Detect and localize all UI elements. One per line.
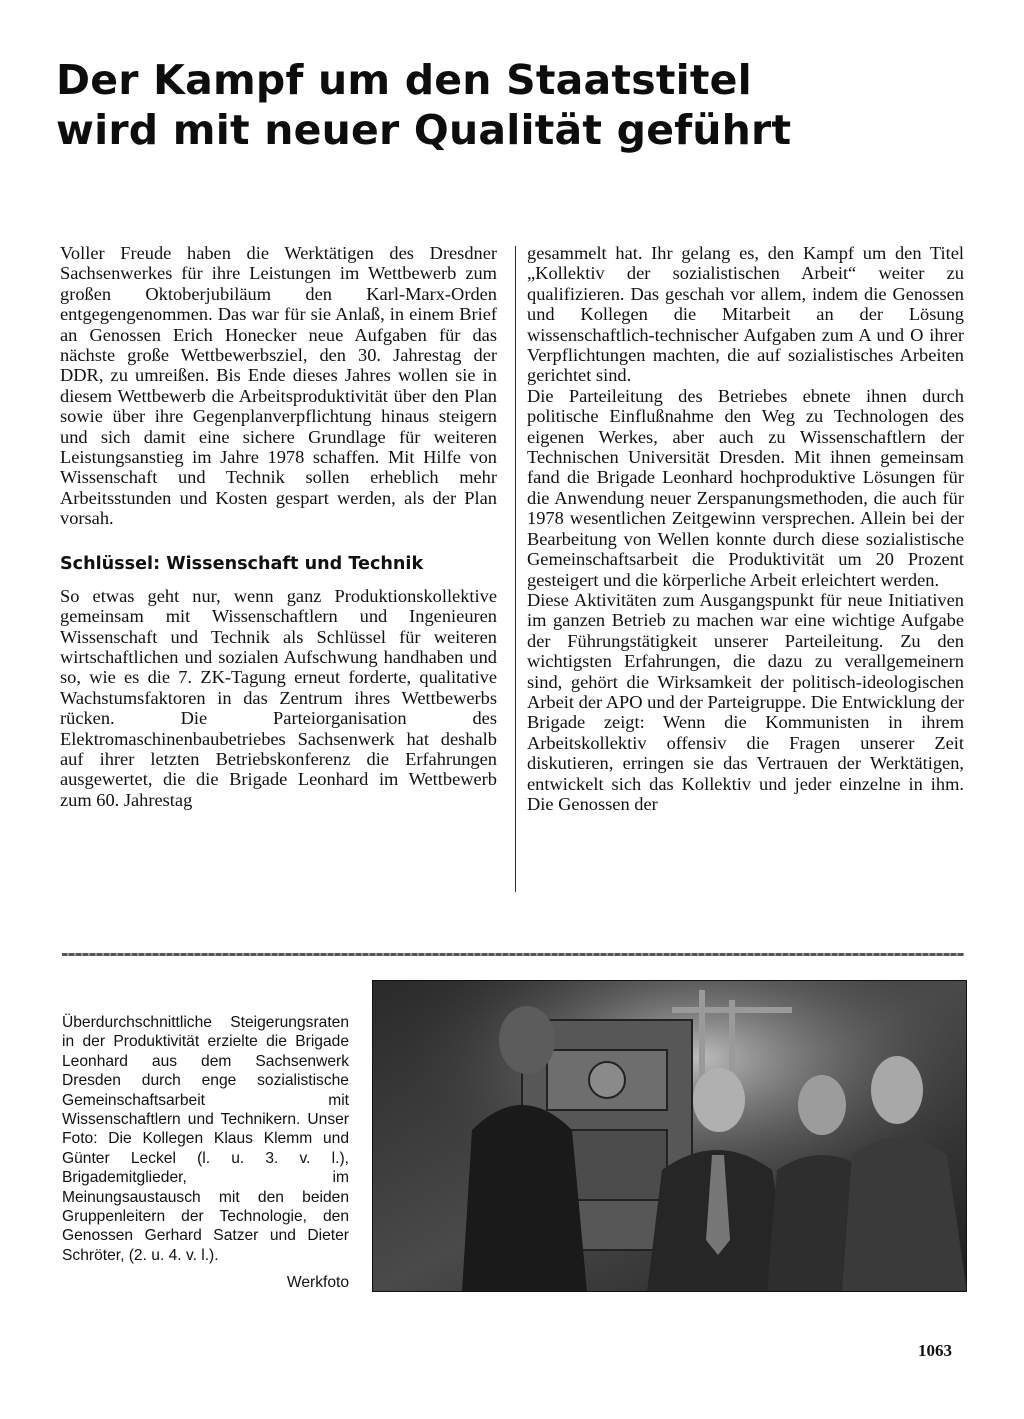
headline-line-2: wird mit neuer Qualität geführt bbox=[56, 106, 792, 154]
column-divider bbox=[515, 246, 516, 892]
right-paragraph-1: gesammelt hat. Ihr gelang es, den Kampf um den Titel „Kollektiv der sozialistischen Arbeit“ weiter zu qualifizieren. Das geschah vor allem, indem die Genossen und Kollegen die Mitarbeit an der Lösung wissenschaftlich-technischer Aufgaben zum A und O ihrer Verpflichtungen machten, die auf sozialistisches Arbeiten gerichtet sind. bbox=[527, 243, 964, 386]
horizontal-rule bbox=[62, 953, 964, 956]
photo-caption bbox=[62, 1013, 349, 1265]
left-text-column bbox=[60, 243, 497, 810]
page-number: 1063 bbox=[918, 1341, 952, 1360]
right-paragraph-2: Die Parteileitung des Betriebes ebnete ihnen durch politische Einflußnahme den Weg zu Technologen des eigenen Werkes, aber auch zu Wissenschaftlern der Technischen Universität Dresden. Mit ihnen gemeinsam fand die Brigade Leonhard hochproduktive Lösungen für die Anwendung neuer Zerspanungsmethoden, die auch für 1978 wesentlichen Zeitgewinn versprechen. Allein bei der Bearbeitung von Wellen konnte durch diese sozialistische Gemeinschaftsarbeit die Produktivität um 20 Prozent gesteigert und die körperliche Arbeit erleichtert werden. bbox=[527, 385, 964, 590]
right-paragraph-3: Diese Aktivitäten zum Ausgangspunkt für neue Initiativen im ganzen Betrieb zu machen war eine wichtige Aufgabe der Führungstätigkeit unserer Parteileitung. Zu den wichtigsten Erfahrungen, die dazu zu verallgemeinern sind, gehört die Wirksamkeit der politisch-ideologischen Arbeit der APO und der Parteigruppe. Die Entwicklung der Brigade zeigt: Wenn die Kommunisten in ihrem Arbeitskollektiv offensiv die Fragen unserer Zeit diskutieren, erringen sie das Vertrauen der Werktätigen, entwickelt sich das Kollektiv und jeder einzelne in ihm. Die Genossen der bbox=[527, 589, 964, 814]
headline-line-1: Der Kampf um den Staatstitel bbox=[56, 56, 752, 104]
photo-credit: Werkfoto bbox=[286, 1274, 349, 1291]
photo-caption-text: Überdurchschnittliche Steigerungsraten in der Produktivität erzielte die Brigade Leonhard aus dem Sachsenwerk Dresden durch enge sozialistische Gemeinschaftsarbeit mit Wissenschaftlern und Technikern. Unser Foto: Die Kollegen Klaus Klemm und Günter Leckel (l. u. 3. v. l.), Brigademitglieder, im Meinungsaustausch mit den beiden Gruppenleitern der Technologie, den Genossen Gerhard Satzer und Dieter Schröter, (2. u. 4. v. l.). bbox=[62, 1014, 349, 1264]
article-headline bbox=[56, 55, 956, 155]
section-subheading: Schlüssel: Wissenschaft und Technik bbox=[60, 553, 424, 574]
right-text-column bbox=[527, 243, 964, 814]
left-paragraph-1: Voller Freude haben die Werktätigen des Dresdner Sachsenwerkes für ihre Leistungen im Wettbewerb zum großen Oktoberjubiläum den Karl-Marx-Orden entgegengenommen. Das war für sie Anlaß, in einem Brief an Genossen Erich Honecker neue Aufgaben für das nächste große Wettbewerbsziel, den 30. Jahrestag der DDR, zu umreißen. Bis Ende dieses Jahres wollen sie in diesem Wettbewerb die Arbeitsproduktivität über den Plan sowie über ihre Gegenplanverpflichtung hinaus steigern und sich damit eine sichere Grundlage für weiteren Leistungsanstieg im Jahre 1978 schaffen. Mit Hilfe von Wissenschaft und Technik sollen erheblich mehr Arbeitsstunden und Kosten gespart werden, als der Plan vorsah. bbox=[60, 243, 497, 529]
left-paragraph-2: So etwas geht nur, wenn ganz Produktionskollektive gemeinsam mit Wissenschaftlern und Ingenieuren Wissenschaft und Technik als Schlüssel für weiteren wirtschaftlichen und sozialen Aufschwung handhaben und so, wie es die 7. ZK-Tagung erneut forderte, qualitative Wachstumsfaktoren in das Zentrum ihres Wettbewerbs rücken. Die Parteiorganisation des Elektromaschinenbaubetriebes Sachsenwerk hat deshalb auf ihrer letzten Betriebskonferenz die Erfahrungen ausgewertet, die die Brigade Leonhard im Wettbewerb zum 60. Jahrestag bbox=[60, 585, 497, 810]
news-photo bbox=[372, 980, 967, 1292]
